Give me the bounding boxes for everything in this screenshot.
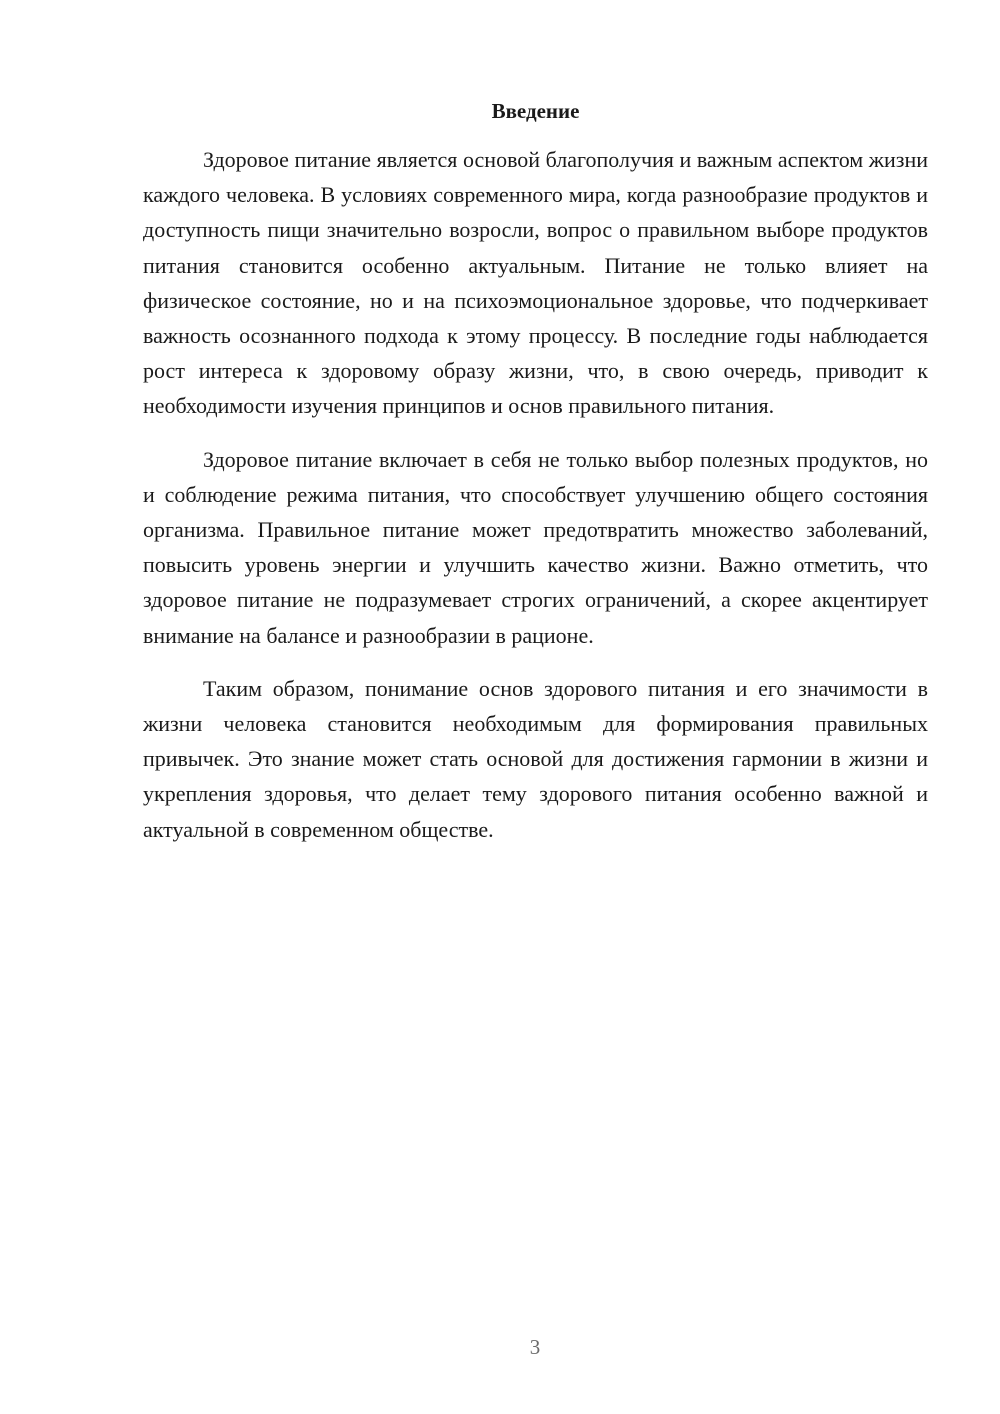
paragraph-2: Здоровое питание включает в себя не только выбор полезных продуктов, но и соблюдение режима питания, что способствует улучшению общего состояния организма. Правильное питание может предотвратить множество заболеваний, повысить уровень энергии и улучшить качество жизни. Важно отметить, что здоровое питание не подразумевает строгих ограничений, а скорее акцентирует внимание на балансе и разнообразии в рационе. [143, 446, 928, 648]
page-number: 3 [529, 1335, 541, 1359]
section-heading: Введение [491, 99, 580, 123]
paragraph-1: Здоровое питание является основой благополучия и важным аспектом жизни каждого человека. В условиях современного мира, когда разнообразие продуктов и доступность пищи значительно возросли, вопрос о правильном выборе продуктов питания становится особенно актуальным. Питание не только влияет на физическое состояние, но и на психоэмоциональное здоровье, что подчеркивает важность осознанного подхода к этому процессу. В последние годы наблюдается рост интереса к здоровому образу жизни, что, в свою очередь, приводит к необходимости изучения принципов и основ правильного питания. [143, 147, 928, 419]
body-text [143, 142, 928, 865]
paragraph-3: Таким образом, понимание основ здорового питания и его значимости в жизни человека становится необходимым для формирования правильных привычек. Это знание может стать основой для достижения гармонии в жизни и укрепления здоровья, что делает тему здорового питания особенно важной и актуальной в современном обществе. [143, 675, 928, 842]
